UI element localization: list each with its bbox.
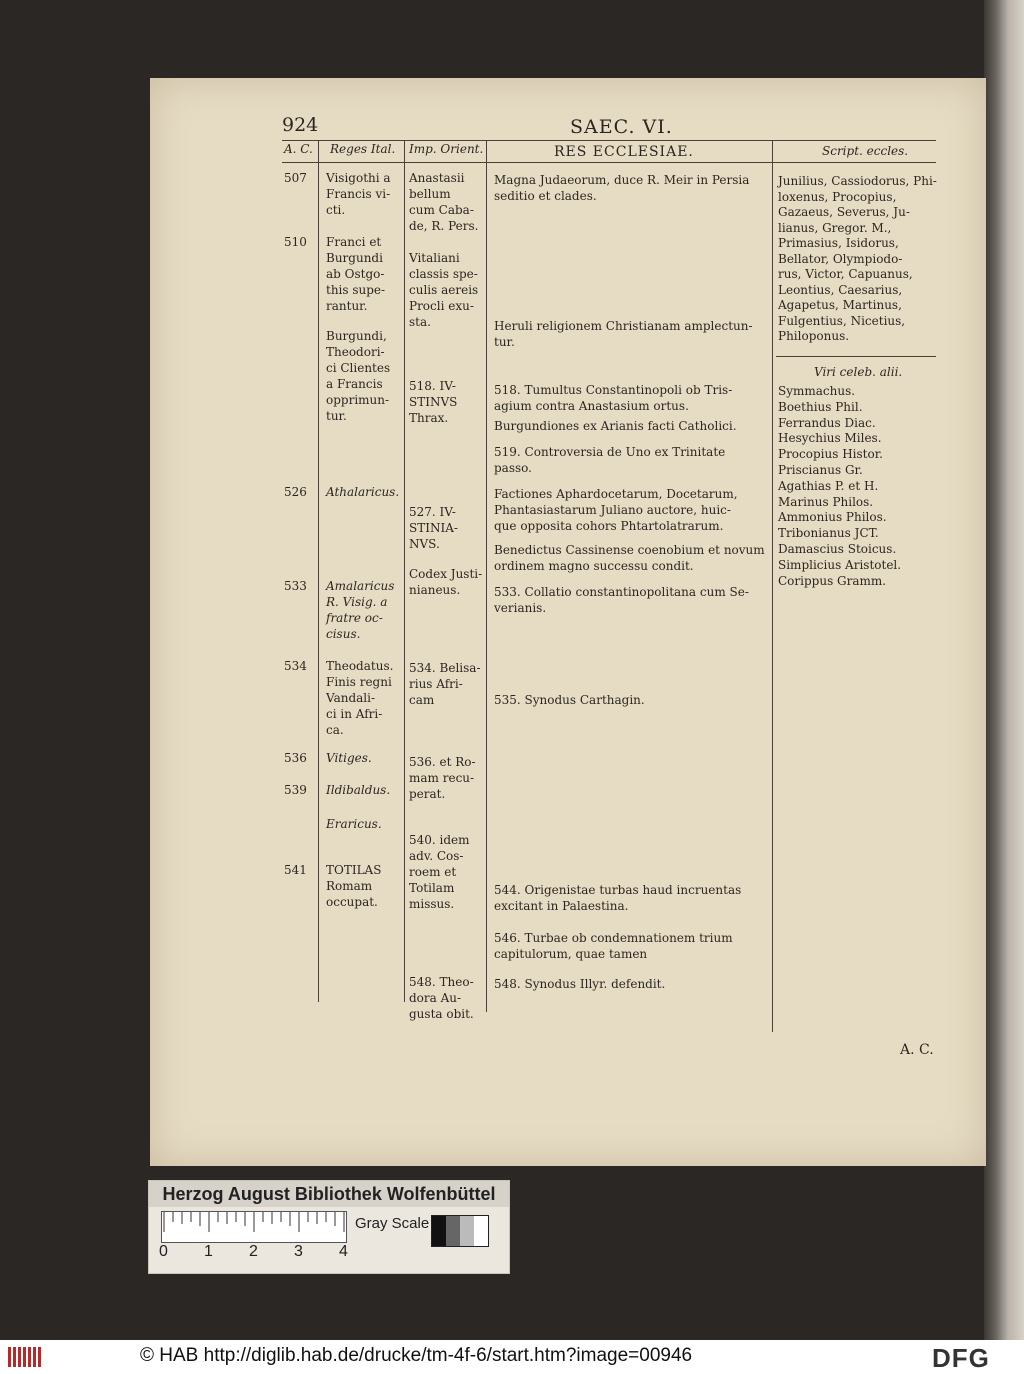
- res-entry-8: 533. Collatio constantinopolitana cum Se- verianis.: [494, 585, 749, 615]
- page-number: 924: [282, 114, 319, 136]
- col-head-res: RES ECCLESIAE.: [554, 144, 694, 160]
- reges-entry-10: TOTILAS Romam occupat.: [326, 863, 382, 909]
- ruler-number-3: 3: [294, 1243, 303, 1260]
- ruler-number-4: 4: [339, 1243, 348, 1260]
- swatch-light-gray: [460, 1216, 474, 1246]
- col-head-reges: Reges Ital.: [330, 142, 396, 156]
- year-533: 533: [284, 579, 307, 593]
- viri-celeb-heading: Viri celeb. alii.: [814, 365, 903, 379]
- year-541: 541: [284, 863, 307, 877]
- header-rule: [282, 140, 936, 141]
- reges-entry-1: Visigothi a Francis vi- cti.: [326, 171, 391, 217]
- year-534: 534: [284, 659, 307, 673]
- res-entry-2: Heruli religionem Christianam amplectun- tur.: [494, 319, 753, 349]
- running-title: SAEC. VI.: [570, 116, 673, 138]
- col-head-ac: A. C.: [284, 142, 313, 156]
- ruler-number-1: 1: [204, 1243, 213, 1260]
- res-entry-4: Burgundiones ex Arianis facti Catholici.: [494, 419, 737, 433]
- res-entry-7: Benedictus Cassinense coenobium et novum ordinem magno successu condit.: [494, 543, 765, 573]
- ruler-number-0: 0: [159, 1243, 168, 1260]
- script-sub-rule: [776, 356, 936, 357]
- res-entry-9: 535. Synodus Carthagin.: [494, 693, 645, 707]
- rule-col-3: [486, 140, 487, 1012]
- library-title: Herzog August Bibliothek Wolfenbüttel: [149, 1181, 509, 1207]
- reges-entry-5: Amalaricus R. Visig. a fratre oc- cisus.: [326, 579, 395, 641]
- catchword: A. C.: [900, 1042, 934, 1058]
- imp-entry-3: 518. IV- STINVS Thrax.: [409, 379, 458, 425]
- reges-entry-9: Eraricus.: [326, 817, 382, 831]
- dfg-logo: DFG: [932, 1343, 990, 1373]
- year-510: 510: [284, 235, 307, 249]
- scriptores-list: Junilius, Cassiodorus, Phi- loxenus, Procopius, Gazaeus, Severus, Ju- lianus, Gregor. M., Primasius, Isidorus, Bellator, Olympiodo- rus, Victor, Capuanus, Leontius, Caesarius, Agapetus, Martinus, Fulgentius, Nicetius, Philoponus.: [778, 174, 937, 343]
- rule-col-4: [772, 140, 773, 1032]
- imp-entry-8: 540. idem adv. Cos- roem et Totilam missus.: [409, 833, 470, 911]
- column-head-rule: [282, 162, 936, 163]
- res-entry-3: 518. Tumultus Constantinopoli ob Tris- agium contra Anastasium ortus.: [494, 383, 733, 413]
- res-entry-12: 548. Synodus Illyr. defendit.: [494, 977, 666, 991]
- swatch-white: [474, 1216, 488, 1246]
- viri-celeb-list: Symmachus. Boethius Phil. Ferrandus Diac. Hesychius Miles. Procopius Histor. Priscianus Gr. Agathias P. et H. Marinus Philos. Ammonius Philos. Tribonianus JCT. Damascius Stoicus. Simplicius Aristotel. Corippus Gramm.: [778, 384, 902, 588]
- col-head-imp: Imp. Orient.: [409, 142, 484, 156]
- reges-entry-4: Athalaricus.: [326, 485, 400, 499]
- reges-entry-7: Vitiges.: [326, 751, 372, 765]
- res-entry-1: Magna Judaeorum, duce R. Meir in Persia seditio et clades.: [494, 173, 750, 203]
- res-entry-5: 519. Controversia de Uno ex Trinitate passo.: [494, 445, 726, 475]
- hab-logo-icon: [6, 1344, 46, 1370]
- gray-scale-card: [148, 1180, 510, 1274]
- year-536: 536: [284, 751, 307, 765]
- year-507: 507: [284, 171, 307, 185]
- imp-entry-4: 527. IV- STINIA- NVS.: [409, 505, 458, 551]
- reges-entry-6: Theodatus. Finis regni Vandali- ci in Afri- ca.: [326, 659, 394, 737]
- gray-scale-label: Gray Scale: [355, 1215, 430, 1232]
- book-page: [150, 78, 986, 1166]
- imp-entry-2: Vitaliani classis spe- culis aereis Procli exu- sta.: [409, 251, 479, 329]
- res-entry-11: 546. Turbae ob condemnationem trium capitulorum, quae tamen: [494, 931, 733, 961]
- res-entry-10: 544. Origenistae turbas haud incruentas excitant in Palaestina.: [494, 883, 742, 913]
- imp-entry-5: Codex Justi- nianeus.: [409, 567, 483, 597]
- reges-entry-3: Burgundi, Theodori- ci Clientes a Francis opprimun- tur.: [326, 329, 391, 423]
- imp-entry-1: Anastasii bellum cum Caba- de, R. Pers.: [409, 171, 479, 233]
- swatch-dark-gray: [446, 1216, 460, 1246]
- reges-entry-8: Ildibaldus.: [326, 783, 391, 797]
- adjacent-page-edge: [984, 0, 1024, 1340]
- imp-entry-6: 534. Belisa- rius Afri- cam: [409, 661, 481, 707]
- year-526: 526: [284, 485, 307, 499]
- year-539: 539: [284, 783, 307, 797]
- reges-entry-2: Franci et Burgundi ab Ostgo- this supe- rantur.: [326, 235, 386, 313]
- res-entry-6: Factiones Aphardocetarum, Docetarum, Phantasiastarum Juliano auctore, huic- que opposita cohors Phtartolatrarum.: [494, 487, 738, 533]
- gray-scale-swatches: [431, 1215, 489, 1247]
- ruler: [161, 1211, 347, 1243]
- footer-url-text[interactable]: © HAB http://diglib.hab.de/drucke/tm-4f-6/start.htm?image=00946: [140, 1345, 693, 1366]
- imp-entry-9: 548. Theo- dora Au- gusta obit.: [409, 975, 474, 1021]
- swatch-black: [432, 1216, 446, 1246]
- rule-col-1: [318, 140, 319, 1002]
- rule-col-2: [404, 140, 405, 1002]
- ruler-number-2: 2: [249, 1243, 258, 1260]
- col-head-script: Script. eccles.: [822, 144, 909, 158]
- footer-bar: [0, 1340, 1024, 1374]
- ruler-ticks: [162, 1212, 346, 1242]
- imp-entry-7: 536. et Ro- mam recu- perat.: [409, 755, 476, 801]
